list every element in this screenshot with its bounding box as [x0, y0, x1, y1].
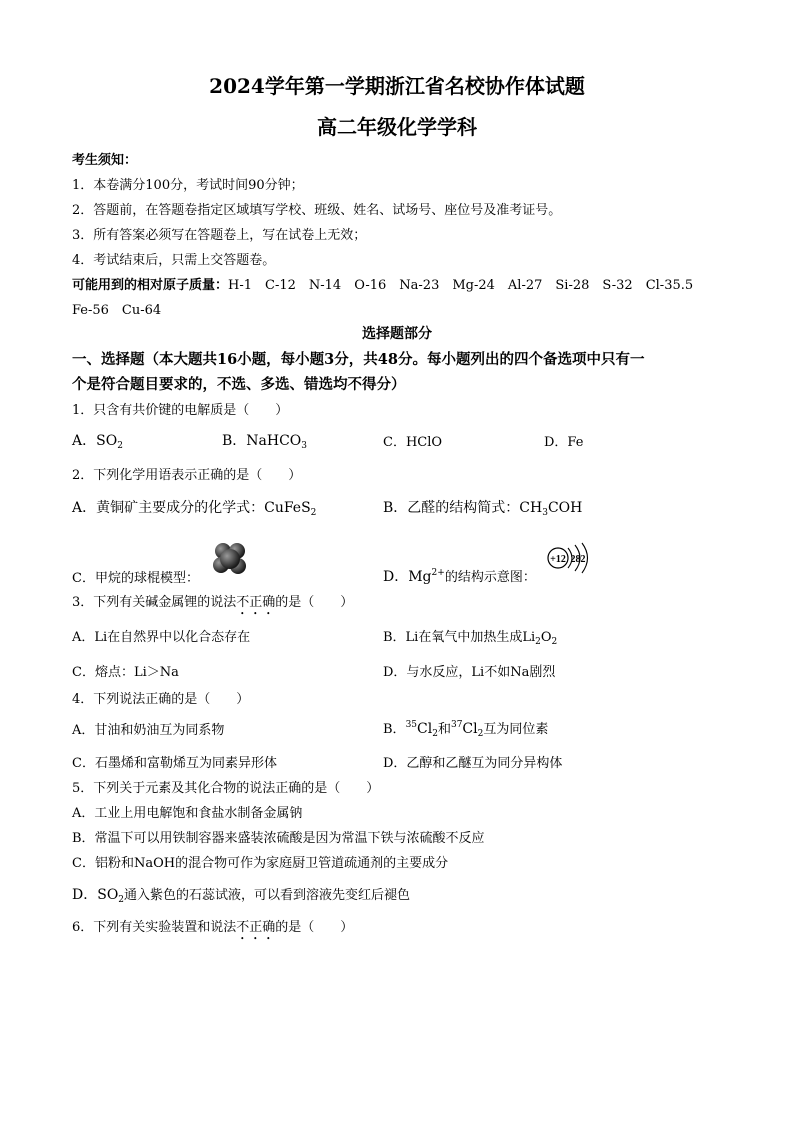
section-heading: 选择题部分 — [362, 326, 432, 342]
q3-option-a: A．Li在自然界中以化合态存在 — [72, 630, 251, 645]
exam-title: 2024学年第一学期浙江省名校协作体试题 — [209, 74, 585, 98]
q5-option-a: A．工业上用电解饱和食盐水制备金属钠 — [72, 806, 303, 821]
atomic-mass-values: H-1 C-12 N-14 O-16 Na-23 Mg-24 Al-27 Si-28 S-32 Cl-35.5 — [228, 278, 694, 293]
q6-stem: 6．下列有关实验装置和说法不正确的是（ ） — [72, 920, 354, 935]
q1-option-b: B．NaHCO$_3$ — [222, 433, 308, 451]
q4-option-d: D．乙醇和乙醚互为同分异构体 — [383, 756, 563, 771]
q5-option-b: B．常温下可以用铁制容器来盛装浓硫酸是因为常温下铁与浓硫酸不反应 — [72, 831, 485, 846]
q5-option-c: C．铝粉和NaOH的混合物可作为家庭厨卫管道疏通剂的主要成分 — [72, 856, 449, 871]
q3-option-c: C．熔点：Li＞Na — [72, 665, 179, 680]
methane-ball-model-icon — [212, 541, 248, 577]
q3-option-d: D．与水反应，Li不如Na剧烈 — [383, 665, 556, 680]
q6-emphasis: 不正确 — [236, 920, 276, 935]
notice-item: 3．所有答案必须写在答题卷上，写在试卷上无效； — [72, 228, 367, 243]
mg-nucleus-charge: +12 — [550, 554, 566, 565]
q1-option-a: A．$SO_2$ — [72, 433, 123, 451]
q1-option-c: C．HClO — [383, 435, 443, 450]
q2-option-a: A．黄铜矿主要成分的化学式：CuFeS$_2$ — [72, 500, 317, 518]
q3-stem: 3．下列有关碱金属锂的说法不正确的是（ ） — [72, 595, 354, 610]
q4-option-b: B．$^{35}Cl_2$和$^{37}Cl_2$互为同位素 — [383, 720, 549, 739]
q2-option-c: C．甲烷的球棍模型： — [72, 571, 199, 586]
q2-option-d: D．$Mg^{2+}$的结构示意图： — [383, 568, 536, 585]
q3-option-b: B．Li在氧气中加热生成$Li_2O_2$ — [383, 630, 558, 647]
notice-item: 4．考试结束后，只需上交答题卷。 — [72, 253, 276, 268]
q5-stem: 5．下列关于元素及其化合物的说法正确的是（ ） — [72, 781, 380, 796]
part-instructions-line-1: 一、选择题（本大题共16小题，每小题3分，共48分。每小题列出的四个备选项中只有一 — [72, 351, 645, 368]
part-instructions-line-2: 个是符合题目要求的，不选、多选、错选均不得分） — [72, 376, 406, 393]
atomic-mass-label: 可能用到的相对原子质量： — [72, 278, 229, 293]
q2-option-b: B．乙醛的结构简式：$CH_3COH$ — [383, 500, 583, 518]
exam-subtitle: 高二年级化学学科 — [317, 115, 477, 139]
q1-stem: 1．只含有共价键的电解质是（ ） — [72, 403, 289, 418]
q4-option-a: A．甘油和奶油互为同系物 — [72, 723, 225, 738]
q1-option-d: D．Fe — [544, 435, 584, 450]
notice-item: 2．答题前，在答题卷指定区域填写学校、班级、姓名、试场号、座位号及准考证号。 — [72, 203, 562, 218]
notice-heading: 考生须知： — [72, 153, 138, 168]
q4-stem: 4．下列说法正确的是（ ） — [72, 692, 250, 707]
q4-option-c: C．石墨烯和富勒烯互为同素异形体 — [72, 756, 277, 771]
atomic-mass-line-2: Fe-56 Cu-64 — [72, 303, 162, 318]
mg-electron-shells: 282 — [570, 554, 586, 565]
q2-stem: 2．下列化学用语表示正确的是（ ） — [72, 468, 302, 483]
notice-item: 1．本卷满分100分，考试时间90分钟； — [72, 178, 304, 193]
q5-option-d: D．$SO_2$通入紫色的石蕊试液，可以看到溶液先变红后褪色 — [72, 887, 411, 905]
mg-ion-structure-diagram-icon — [546, 542, 594, 574]
q3-emphasis: 不正确 — [236, 595, 276, 610]
atomic-mass-line-1 — [72, 274, 693, 293]
